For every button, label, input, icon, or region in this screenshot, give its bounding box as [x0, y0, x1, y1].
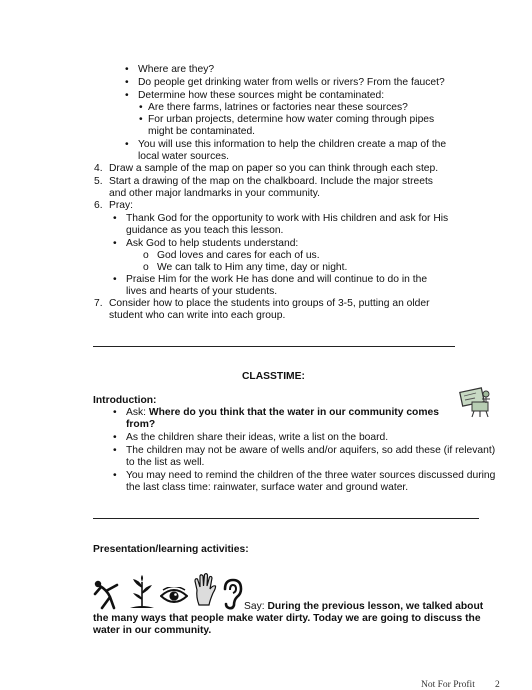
say-line [244, 601, 483, 613]
say-text: During the previous lesson, we talked about [267, 601, 484, 612]
list-item-continued: to the list as well. [126, 457, 205, 468]
list-item: Do people get drinking water from wells or rivers? From the faucet? [138, 77, 445, 88]
list-number: 4. [94, 163, 103, 174]
sub-bullet-dot: • [139, 102, 143, 113]
bullet-dot: • [125, 139, 129, 150]
list-item: Where are they? [138, 64, 215, 75]
list-number: 5. [94, 176, 103, 187]
numbered-item: Draw a sample of the map on paper so you can think through each step. [109, 163, 439, 174]
list-item: The children may not be aware of wells and/or aquifers, so add these (if relevant) [126, 445, 496, 456]
eye-icon [160, 587, 188, 605]
footer-notice: Not For Profit [421, 680, 475, 690]
presentation-heading: Presentation/learning activities: [93, 544, 249, 555]
bullet-dot: • [113, 238, 117, 249]
numbered-item-continued: student who can write into each group. [109, 310, 286, 321]
list-item-ask [126, 407, 439, 419]
numbered-item: Start a drawing of the map on the chalkboard. Include the major streets [109, 176, 433, 187]
sub-list-item: We can talk to Him any time, day or night. [157, 262, 348, 273]
intro-heading: Introduction: [93, 395, 157, 406]
bullet-dot: • [125, 64, 129, 75]
numbered-item: Pray: [109, 200, 134, 211]
circle-bullet: o [143, 262, 149, 273]
section-heading: CLASSTIME: [242, 371, 305, 382]
say-prefix: Say: [244, 601, 268, 612]
list-item: Thank God for the opportunity to work with His children and ask for His [126, 213, 449, 224]
list-item-continued: guidance as you teach this lesson. [126, 225, 284, 236]
hand-icon [192, 572, 218, 606]
circle-bullet: o [143, 250, 149, 261]
sub-list-item: God loves and cares for each of us. [157, 250, 320, 261]
list-item-continued: lives and hearts of your students. [126, 286, 278, 297]
ask-question: Where do you think that the water in our community comes [148, 407, 439, 418]
list-item: Determine how these sources might be contaminated: [138, 90, 385, 101]
section-divider [93, 518, 479, 519]
sprouting-plant-icon [127, 574, 157, 610]
list-number: 6. [94, 200, 103, 211]
numbered-item-continued: and other major landmarks in your community. [109, 188, 320, 199]
numbered-item: Consider how to place the students into groups of 3-5, putting an older [109, 298, 430, 309]
say-text-continued: the many ways that people make water dirty. Today we are going to discuss the [93, 613, 481, 624]
ask-question-continued: from? [126, 419, 156, 430]
list-item-continued: local water sources. [138, 151, 229, 162]
bullet-dot: • [113, 407, 117, 418]
bullet-dot: • [113, 213, 117, 224]
ask-prefix: Ask: [126, 407, 149, 418]
bullet-dot: • [125, 77, 129, 88]
bullet-dot: • [113, 470, 117, 481]
list-item: As the children share their ideas, write a list on the board. [126, 432, 389, 443]
list-item-continued: the last class time: rainwater, surface water and ground water. [126, 482, 409, 493]
section-divider [93, 346, 455, 347]
bullet-dot: • [113, 274, 117, 285]
sub-list-item: Are there farms, latrines or factories near these sources? [148, 102, 408, 113]
list-item: You may need to remind the children of the three water sources discussed during [126, 470, 496, 481]
page-number: 2 [495, 680, 500, 690]
ear-icon [221, 578, 243, 610]
chalkboard-icon [458, 384, 494, 418]
sub-list-item-continued: might be contaminated. [148, 126, 256, 137]
list-number: 7. [94, 298, 103, 309]
stretching-person-icon [92, 578, 124, 610]
say-text-continued: water in our community. [93, 625, 212, 636]
bullet-dot: • [113, 445, 117, 456]
sub-bullet-dot: • [139, 114, 143, 125]
bullet-dot: • [125, 90, 129, 101]
list-item: Praise Him for the work He has done and will continue to do in the [126, 274, 428, 285]
list-item: You will use this information to help the children create a map of the [138, 139, 447, 150]
sub-list-item: For urban projects, determine how water coming through pipes [148, 114, 435, 125]
bullet-dot: • [113, 432, 117, 443]
list-item: Ask God to help students understand: [126, 238, 299, 249]
